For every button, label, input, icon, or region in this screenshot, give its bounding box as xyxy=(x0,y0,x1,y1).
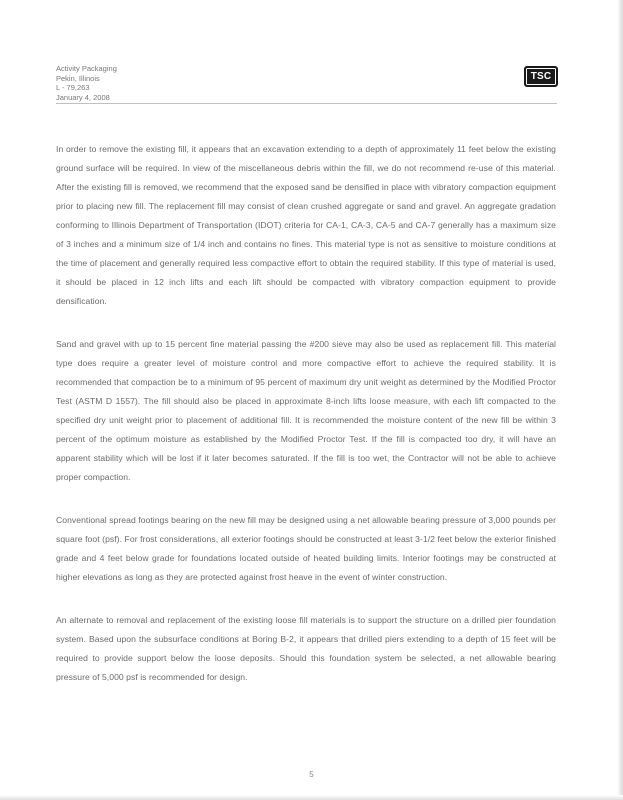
letter-header xyxy=(56,64,117,102)
paragraph-sand-gravel: Sand and gravel with up to 15 percent fine material passing the #200 sieve may also be used as replacement fill. This material type does require a greater level of moisture control and more compactive effort to achieve the required stability. It is recommended that compaction be to a minimum of 95 percent of maximum dry unit weight as determined by the Modified Proctor Test (ASTM D 1557). The fill should also be placed in approximate 8-inch lifts loose measure, with each lift compacted to the specified dry unit weight prior to placement of additional fill. It is recommended the moisture content of the new fill be within 3 percent of the optimum moisture as established by the Modified Proctor Test. If the fill is compacted too dry, it will have an apparent stability which will be lost if it later becomes saturated. If the fill is too wet, the Contractor will not be able to achieve proper compaction. xyxy=(56,339,556,482)
header-divider xyxy=(56,103,557,104)
header-date: January 4, 2008 xyxy=(56,92,110,102)
paragraph-fill-removal: In order to remove the existing fill, it appears that an excavation extending to a depth of approximately 11 feet below the existing ground surface will be required. In view of the miscellaneous debris within the fill, we do not recommend re-use of this material. After the existing fill is removed, we recommend that the exposed sand be densified in place with vibratory compaction equipment prior to placing new fill. The replacement fill may consist of clean crushed aggregate or sand and gravel. An aggregate gradation conforming to Illinois Department of Transportation (IDOT) criteria for CA-1, CA-3, CA-5 and CA-7 generally has a maximum size of 3 inches and a minimum size of 1/4 inch and contains no fines. This material type is not as sensitive to moisture conditions at the time of placement and generally required less compactive effort to obtain the required stability. If this type of material is used, it should be placed in 12 inch lifts and each lift should be compacted with vibratory compaction equipment to provide densification. xyxy=(56,144,556,306)
header-company: Activity Packaging xyxy=(56,64,117,73)
tsc-logo: TSC xyxy=(524,66,558,87)
header-project-number: L - 79,263 xyxy=(56,83,90,93)
paragraph-drilled-piers: An alternate to removal and replacement of the existing loose fill materials is to support the structure on a drilled pier foundation system. Based upon the subsurface conditions at Boring B-2, it appears that drilled piers extending to a depth of 15 feet will be required to provide support below the loose deposits. Should this foundation system be selected, a net allowable bearing pressure of 5,000 psf is recommended for design. xyxy=(56,615,556,682)
header-location: Pekin, Illinois xyxy=(56,73,100,83)
paragraph-spread-footings: Conventional spread footings bearing on the new fill may be designed using a net allowable bearing pressure of 3,000 pounds per square foot (psf). For frost considerations, all exterior footings should be constructed at least 3-1/2 feet below the exterior finished grade and 4 feet below grade for foundations located outside of heated building limits. Interior footings may be constructed at higher elevations as long as they are protected against frost heave in the event of winter construction. xyxy=(56,515,556,582)
document-body xyxy=(56,140,556,687)
scan-edge-right xyxy=(617,0,623,800)
scan-edge-bottom xyxy=(0,795,623,800)
page-number: 5 xyxy=(309,770,314,779)
